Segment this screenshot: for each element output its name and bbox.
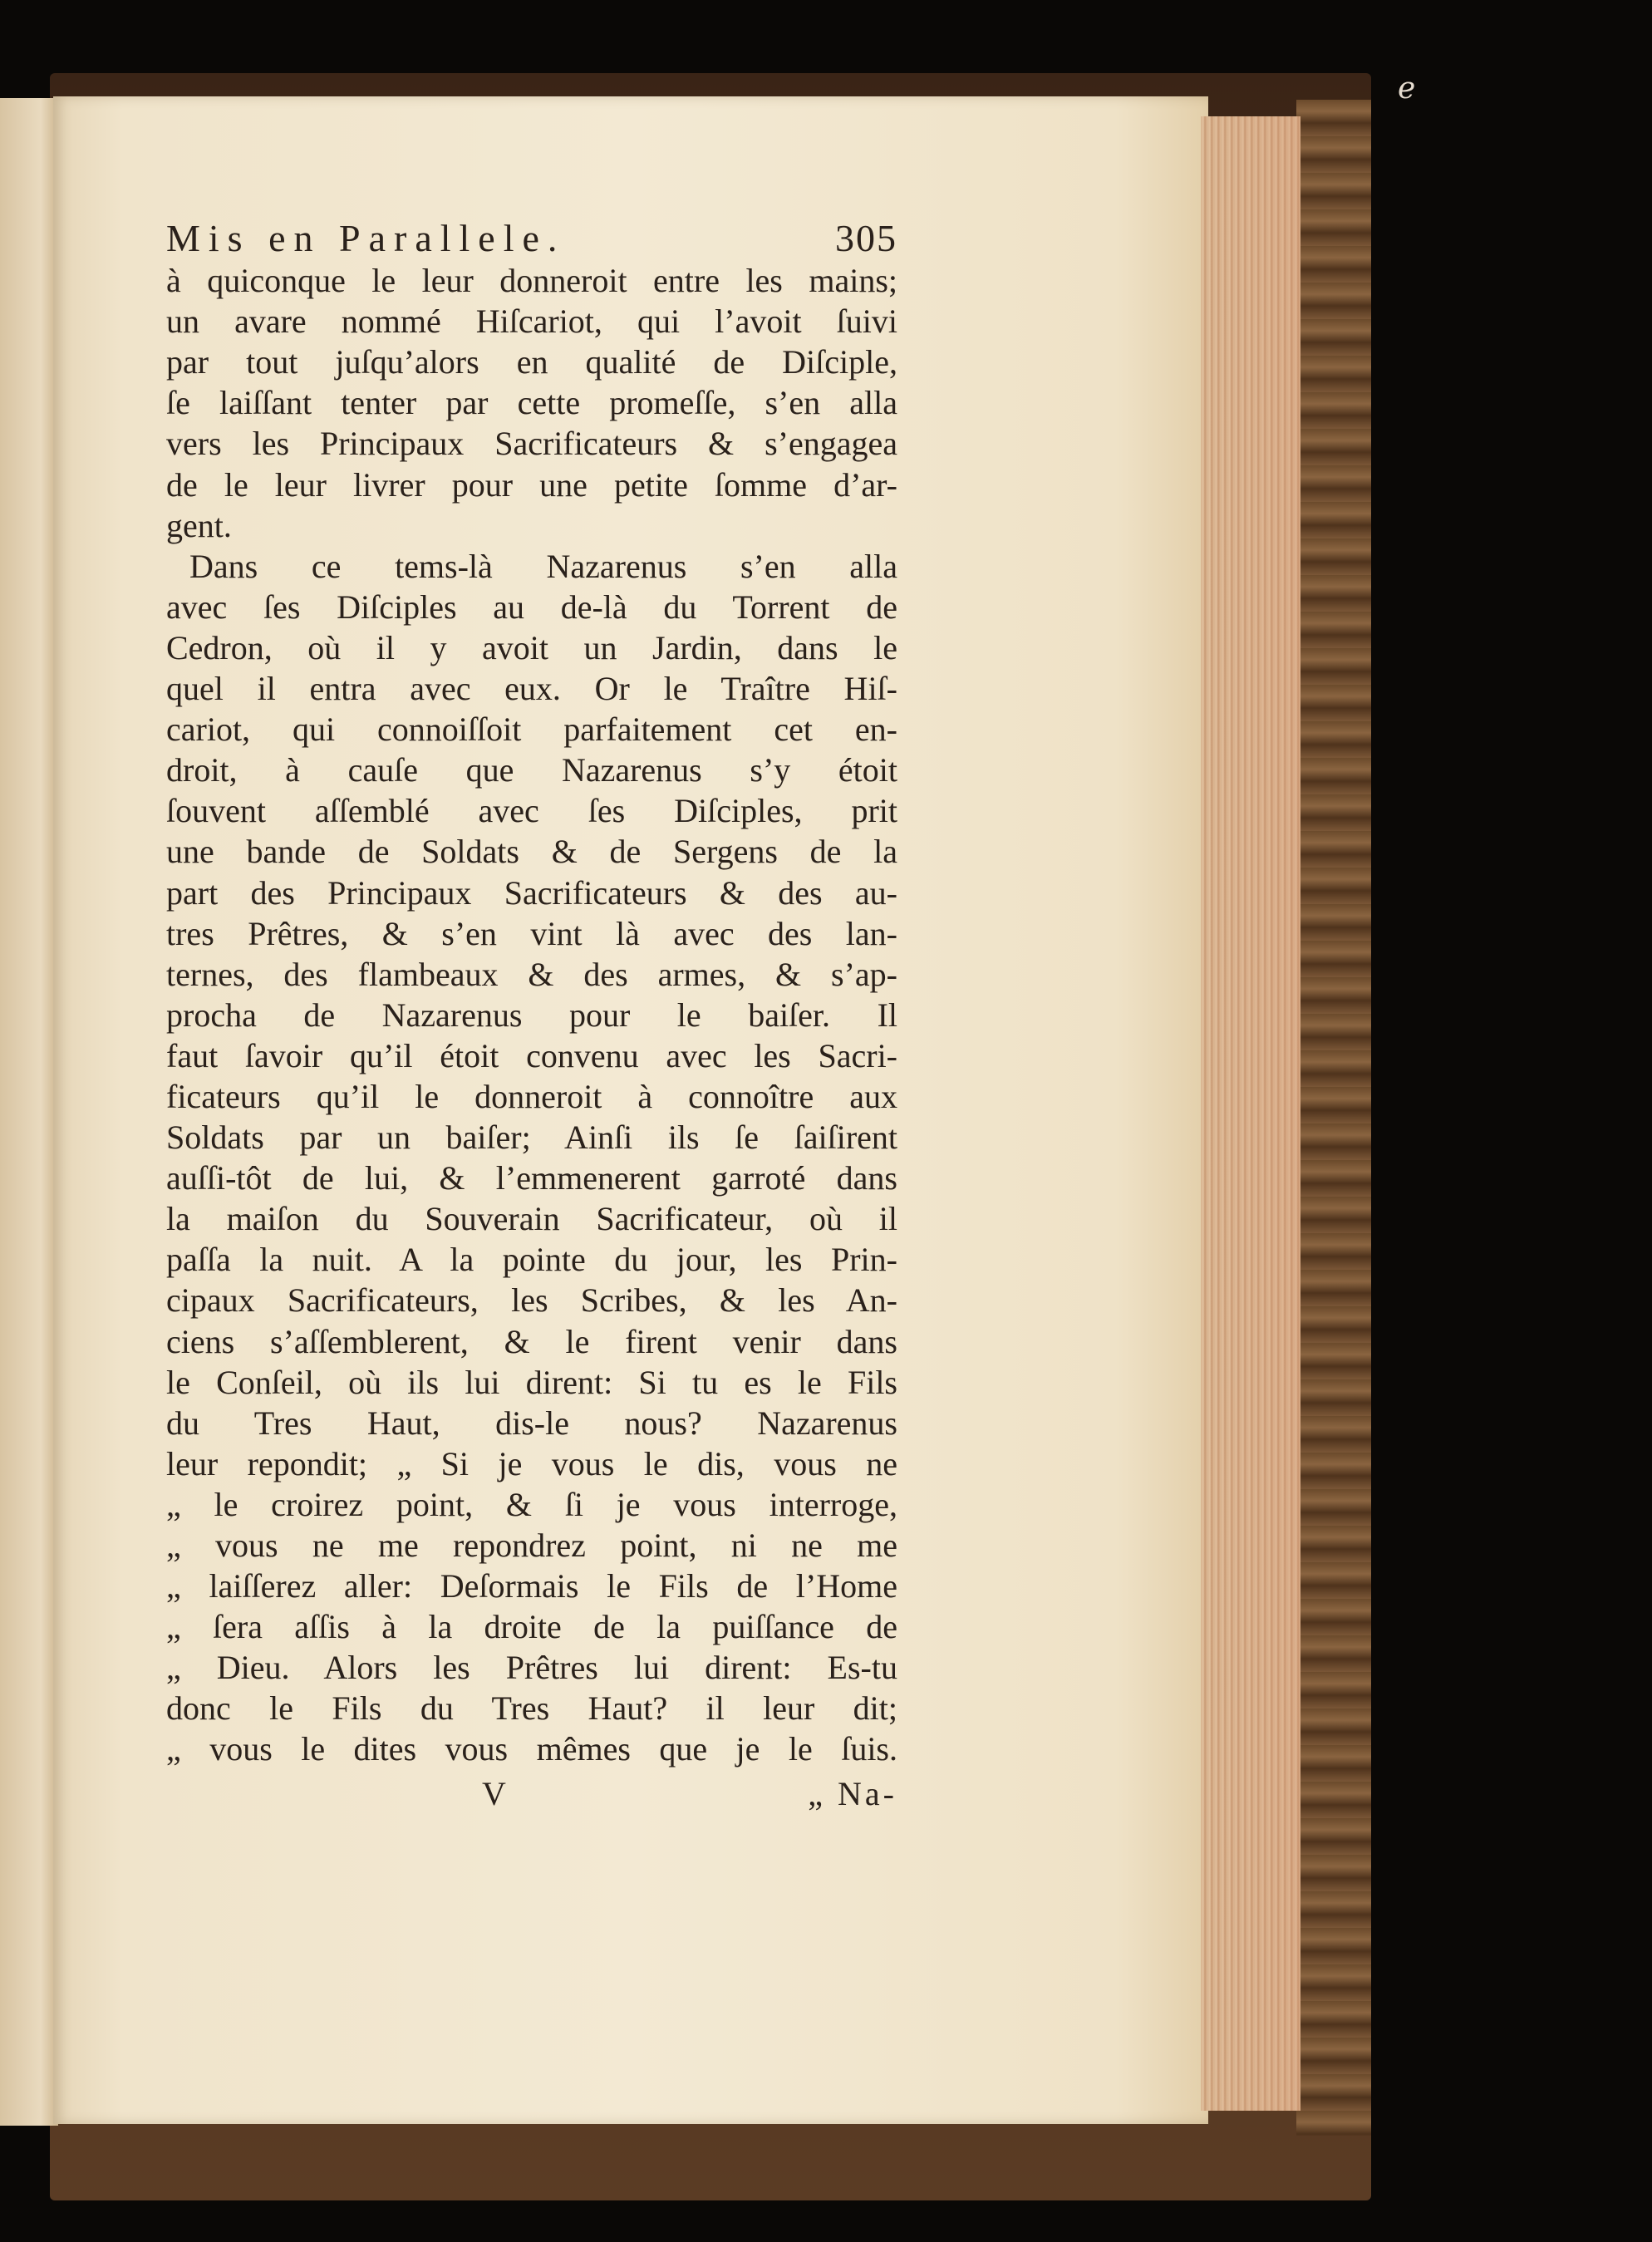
signature-mark: V	[482, 1774, 509, 1812]
text-line: vers les Principaux Sacrificateurs & s’engagea	[166, 425, 897, 463]
text-line: ſe laiſſant tenter par cette promeſſe, s’en alla	[166, 384, 897, 422]
text-line: part des Principaux Sacrificateurs & des au-	[166, 873, 897, 912]
text-line: de le leur livrer pour une petite ſomme d’ar-	[166, 465, 897, 504]
text-line: le Conſeil, où ils lui dirent: Si tu es le Fils	[166, 1363, 897, 1401]
corner-mark: e	[1398, 71, 1416, 106]
text-line: auſſi-tôt de lui, & l’emmenerent garroté dans	[166, 1159, 897, 1197]
page-footer	[166, 1773, 897, 1814]
text-line: „ vous le dites vous mêmes que je le ſuis.	[166, 1730, 897, 1768]
text-line: avec ſes Diſciples au de-là du Torrent de	[166, 588, 897, 626]
text-line: par tout juſqu’alors en qualité de Diſciple,	[166, 343, 897, 381]
text-line: gent.	[166, 506, 232, 544]
text-line: cipaux Sacrificateurs, les Scribes, & les An-	[166, 1281, 897, 1320]
running-head	[166, 218, 897, 258]
text-line: droit, à cauſe que Nazarenus s’y étoit	[166, 751, 897, 789]
text-line: quel il entra avec eux. Or le Traître Hiſ-	[166, 670, 897, 708]
page-text	[166, 218, 897, 1814]
text-line: „ ſera aſſis à la droite de la puiſſance de	[166, 1608, 897, 1646]
running-head-title: Mis en Parallele.	[166, 217, 566, 259]
text-line: un avare nommé Hiſcariot, qui l’avoit ſuivi	[166, 302, 897, 341]
text-line: „ vous ne me repondrez point, ni ne me	[166, 1527, 897, 1564]
text-line: Dans ce tems-là Nazarenus s’en alla	[189, 547, 897, 585]
text-line: Soldats par un baiſer; Ainſi ils ſe ſaiſirent	[166, 1119, 897, 1157]
text-line: du Tres Haut, dis-le nous? Nazarenus	[166, 1404, 897, 1442]
text-line: tres Prêtres, & s’en vint là avec des lan-	[166, 914, 897, 952]
page-block-fore-edge	[1201, 116, 1300, 2111]
text-line: „ le croirez point, & ſi je vous interroge,	[166, 1485, 897, 1523]
text-line: faut ſavoir qu’il étoit convenu avec les Sacri-	[166, 1036, 897, 1074]
text-line: „ laiſſerez aller: Deſormais le Fils de l’Home	[166, 1567, 897, 1605]
text-line: procha de Nazarenus pour le baiſer. Il	[166, 996, 897, 1034]
text-line: une bande de Soldats & de Sergens de la	[166, 833, 897, 871]
text-line: à quiconque le leur donneroit entre les mains;	[166, 262, 897, 300]
facing-page-edge	[0, 98, 58, 2126]
text-line: donc le Fils du Tres Haut? il leur dit;	[166, 1689, 897, 1728]
catchword: „ Na-	[808, 1774, 897, 1812]
text-line: cariot, qui connoiſſoit parfaitement cet en-	[166, 710, 897, 749]
text-line: Cedron, où il y avoit un Jardin, dans le	[166, 628, 897, 666]
text-line: ſouvent aſſemblé avec ſes Diſciples, prit	[166, 792, 897, 830]
text-line: ficateurs qu’il le donneroit à connoître aux	[166, 1077, 897, 1115]
text-line: la maiſon du Souverain Sacrificateur, où il	[166, 1200, 897, 1238]
text-line: „ Dieu. Alors les Prêtres lui dirent: Es-tu	[166, 1649, 897, 1687]
cover-edge	[1296, 100, 1371, 2136]
text-line: leur repondit; „ Si je vous le dis, vous ne	[166, 1444, 897, 1482]
page-number: 305	[835, 217, 897, 259]
text-line: ciens s’aſſemblerent, & le firent venir dans	[166, 1322, 897, 1360]
body-text	[166, 260, 897, 1769]
text-line: paſſa la nuit. A la pointe du jour, les Prin-	[166, 1241, 897, 1279]
text-line: ternes, des flambeaux & des armes, & s’ap-	[166, 955, 897, 993]
